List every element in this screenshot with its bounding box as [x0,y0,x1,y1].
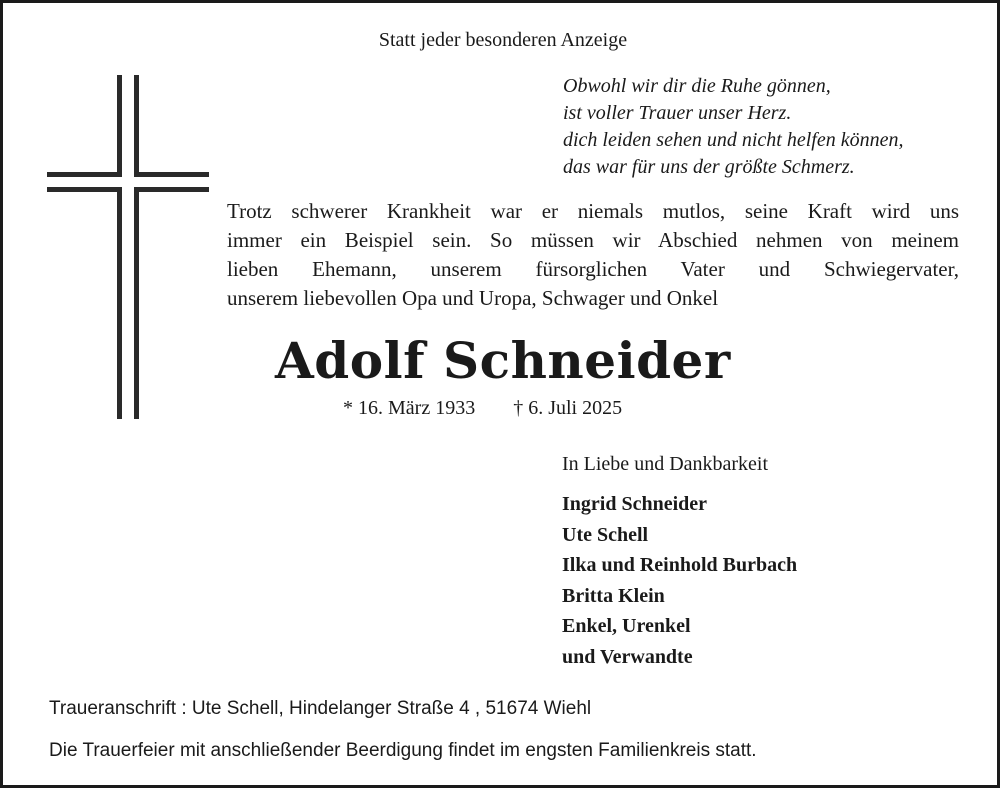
mourner-name: Britta Klein [562,584,665,607]
intro-line: lieben Ehemann, unserem fürsorglichen Vater und Schwiegervater, [227,257,959,281]
funeral-note: Die Trauerfeier mit anschließender Beerdigung findet im engsten Familienkreis statt. [49,740,757,761]
poem-line: dich leiden sehen und nicht helfen können, [563,129,904,151]
intro-line: Trotz schwerer Krankheit war er niemals mutlos, seine Kraft wird uns [227,199,959,223]
poem [563,73,963,181]
intro-line: unserem liebevollen Opa und Uropa, Schwager und Onkel [227,286,719,310]
notice-header: Statt jeder besonderen Anzeige [378,29,628,51]
death-date: † 6. Juli 2025 [513,397,623,419]
poem-line: Obwohl wir dir die Ruhe gönnen, [563,75,831,97]
poem-line: das war für uns der größte Schmerz. [563,156,855,178]
mourner-name: Enkel, Urenkel [562,615,691,637]
life-dates [343,397,622,420]
deceased-name: Adolf Schneider [275,331,731,390]
poem-line: ist voller Trauer unser Herz. [563,102,792,124]
cross-icon [47,75,209,419]
mourner-name: und Verwandte [562,645,693,668]
mourning-address: Traueranschrift : Ute Schell, Hindelanger Straße 4 , 51674 Wiehl [49,698,592,719]
birth-date: * 16. März 1933 [343,397,476,419]
mourners-list [562,489,797,672]
mourner-name: Ilka und Reinhold Burbach [562,554,798,576]
thanks-line: In Liebe und Dankbarkeit [562,453,769,475]
intro-text [227,197,959,313]
intro-line: immer ein Beispiel sein. So müssen wir Abschied nehmen von meinem [227,228,959,252]
mourner-name: Ingrid Schneider [562,493,708,515]
mourner-name: Ute Schell [562,523,649,546]
